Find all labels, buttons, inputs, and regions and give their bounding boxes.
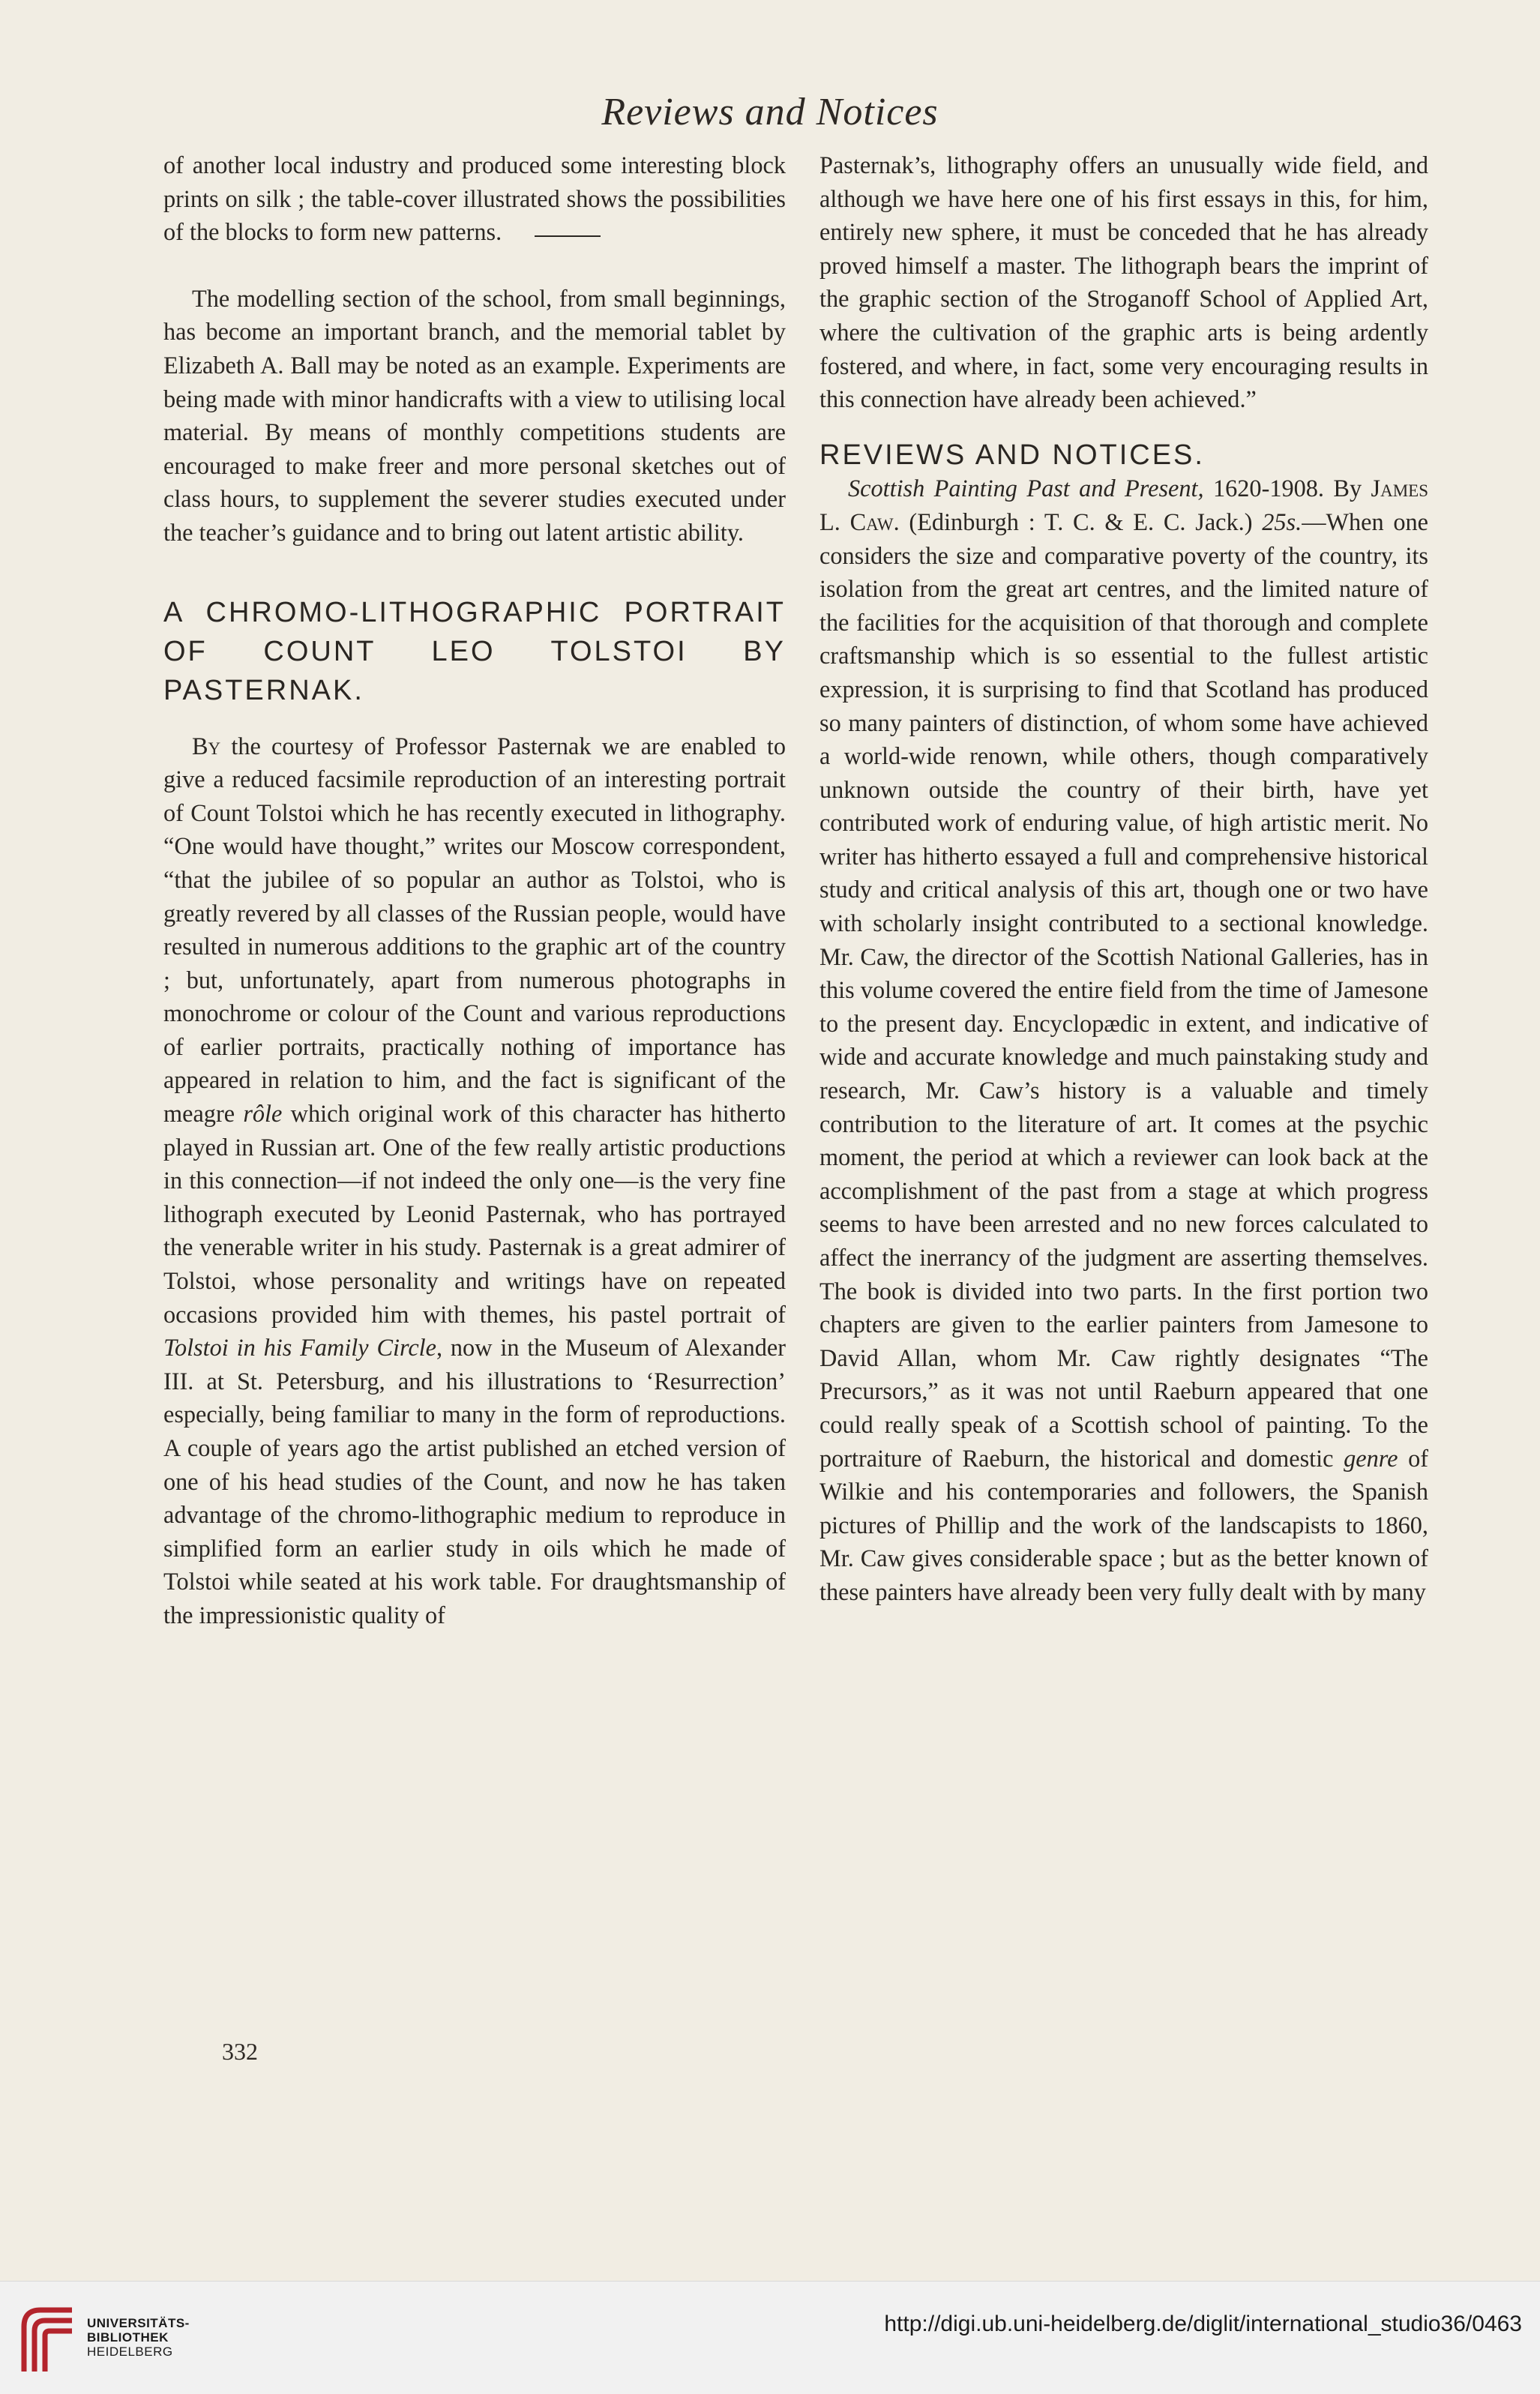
left-paragraph-3	[163, 730, 786, 1632]
right-paragraph-1: Pasternak’s, lithography offers an unusually wide field, and although we have here one of his first essays in this, for him, entirely new sphere, it must be conceded that he has already proved himself a master. The lithograph bears the imprint of the graphic section of the Stroganoff School of Applied Art, where the cultivation of the graphic arts is being ardently fostered, and where, in fact, some very encouraging results in this connection have already been achieved.”	[819, 151, 1428, 413]
library-name-line-2: BIBLIOTHEK	[87, 2330, 169, 2345]
source-url[interactable]: http://digi.ub.uni-heidelberg.de/diglit/international_studio36/0463	[884, 2312, 1522, 2336]
short-rule	[535, 235, 601, 237]
review-author: James L. Caw.	[819, 475, 1429, 535]
italic-artwork-title: Tolstoi in his Family Circle	[163, 1334, 436, 1362]
paragraph-text: the courtesy of Professor Pasternak we are enabled to give a reduced facsimile reproduction of an interesting portrait of Count Tolstoi which he has recently executed in lithography. “One would have thought,” writes our Moscow correspondent, “that the jubilee of so popular an author as Tolstoi, who is greatly revered by all classes of the Russian people, would have resulted in numerous additions to the graphic art of the country ; but, unfortunately, apart from numerous photographs in monochrome or colour of the Count and various reproductions of earlier portraits, practically nothing of importance has appeared in relation to him, and the fact is significant of the meagre	[163, 732, 786, 1128]
library-name-line-3: HEIDELBERG	[87, 2345, 173, 2359]
footer-bar	[0, 2281, 1540, 2394]
review-by: By	[1333, 475, 1371, 502]
spacer	[819, 416, 1428, 439]
left-column	[163, 148, 786, 1632]
italic-role: rôle	[243, 1100, 283, 1128]
left-paragraph-1-text: of another local industry and produced some interesting block prints on silk ; the table-cover illustrated shows the possibilities of the blocks to form new patterns.	[163, 151, 786, 246]
review-dates: 1620-1908.	[1203, 475, 1324, 502]
page-number: 332	[222, 2038, 258, 2065]
library-logo-icon	[16, 2297, 82, 2379]
review-price: 25s.	[1262, 508, 1302, 535]
review-text: —When one considers the size and comparative poverty of the country, its isolation from the great art centres, and the limited nature of the facilities for the acquisition of that thorough and complete craftsmanship which is so essential to the fullest artistic expression, it is surprising to find that Scotland has produced so many painters of distinction, of whom some have achieved a world-wide renown, while others, though comparatively unknown outside the country of their birth, have yet contributed work of enduring value, of high artistic merit. No writer has hitherto essayed a full and comprehensive historical study and critical analysis of this art, though one or two have with scholarly insight contributed to a sectional knowledge. Mr. Caw, the director of the Scottish National Galleries, has in this volume covered the entire field from the time of Jamesone to the present day. Encyclopædic in extent, and indicative of wide and accurate knowledge and much painstaking study and research, Mr. Caw’s history is a valuable and timely contribution to the literature of art. It comes at the psychic moment, the period at which a reviewer can look back at the accomplishment of the past from a stage at which progress seems to have been arrested and no new forces calculated to affect the inerrancy of the judgment are asserting themselves. The book is divided into two parts. In the first portion two chapters are given to the earlier painters from Jamesone to David Allan, whom Mr. Caw rightly designates “The Precursors,” as it was not until Raeburn appeared that one could really speak of a Scottish school of painting. To the portraiture of Raeburn, the historical and domestic	[819, 508, 1428, 1472]
review-text: of Wilkie and his contemporaries and followers, the Spanish pictures of Phillip and the work of the landscapists to 1860, Mr. Caw gives considerable space ; but as the better known of these painters have already been very fully dealt with by many	[819, 1444, 1428, 1605]
spacer	[163, 249, 786, 282]
right-column	[819, 148, 1428, 1609]
article-heading: A CHROMO-LITHOGRAPHIC PORTRAIT OF COUNT LEO TOLSTOI BY PASTERNAK.	[163, 596, 786, 706]
lead-word: By	[192, 732, 221, 760]
running-head: Reviews and Notices	[601, 91, 939, 133]
left-paragraph-1	[163, 148, 786, 249]
paragraph-text: which original work of this character has hitherto played in Russian art. One of the few really artistic productions in this connection—if not indeed the only one—is the very fine lithograph executed by Leonid Pasternak, who has portrayed the venerable writer in his study. Pasternak is a great admirer of Tolstoi, whose personality and writings have on repeated occasions provided him with themes, his pastel portrait of	[163, 1100, 786, 1328]
library-name	[87, 2316, 190, 2359]
spacer	[163, 710, 786, 730]
review-paragraph	[819, 472, 1428, 1608]
review-publisher: (Edinburgh : T. C. & E. C. Jack.)	[899, 508, 1263, 535]
paragraph-text: , now in the Museum of Alexander III. at St. Petersburg, and his illustrations to ‘Resurrection’ especially, being familiar to many in the form of reproductions. A couple of years ago the artist published an etched version of one of his head studies of the Count, and now he has taken advantage of the chromo-lithographic medium to reproduce in simplified form an earlier study in oils which he made of Tolstoi while seated at his work table. For draughtsmanship of the impressionistic quality of	[163, 1334, 786, 1628]
spacer	[163, 550, 786, 593]
library-name-line-1: UNIVERSITÄTS-	[87, 2316, 190, 2330]
section-heading: REVIEWS AND NOTICES.	[819, 439, 1205, 471]
italic-genre: genre	[1344, 1444, 1398, 1472]
review-book-title: Scottish Painting Past and Present,	[848, 475, 1204, 502]
left-paragraph-2: The modelling section of the school, from small beginnings, has become an important branch, and the memorial tablet by Elizabeth A. Ball may be noted as an example. Experiments are being made with minor handicrafts with a view to utilising local material. By means of monthly competitions students are encouraged to make freer and more personal sketches out of class hours, to supplement the severer studies executed under the teacher’s guidance and to bring out latent artistic ability.	[163, 284, 786, 546]
